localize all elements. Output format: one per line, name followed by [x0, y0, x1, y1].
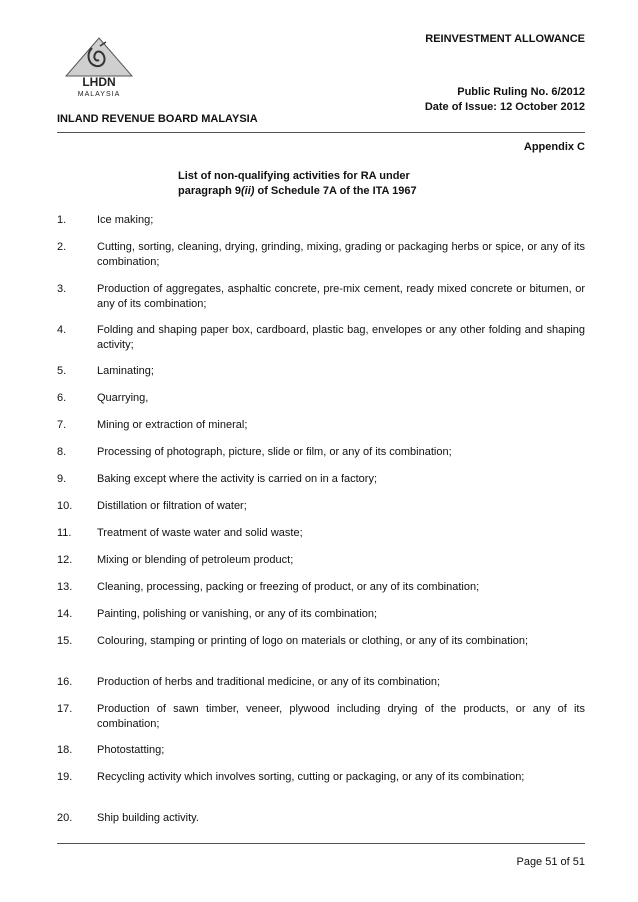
item-number: 20.	[57, 812, 73, 824]
list-title-line2	[178, 184, 417, 199]
item-number: 1.	[57, 214, 67, 226]
item-number: 17.	[57, 703, 73, 715]
item-text: Ice making;	[97, 214, 154, 226]
board-name: INLAND REVENUE BOARD MALAYSIA	[57, 113, 258, 125]
item-number: 8.	[57, 446, 67, 458]
item-number: 2.	[57, 241, 67, 253]
item-text: Recycling activity which involves sorting, cutting or packaging, or any of its combination;	[97, 771, 525, 783]
item-text: Ship building activity.	[97, 812, 199, 824]
list-title-post: of Schedule 7A of the ITA 1967	[254, 185, 417, 197]
item-text: Quarrying,	[97, 392, 149, 404]
header-divider	[57, 132, 585, 133]
item-text: Painting, polishing or vanishing, or any of its combination;	[97, 608, 378, 620]
item-text: Photostatting;	[97, 744, 165, 756]
item-text: Mixing or blending of petroleum product;	[97, 554, 294, 566]
lhdn-logo	[62, 36, 136, 98]
logo-main-text: LHDN	[82, 75, 116, 89]
item-number: 15.	[57, 635, 73, 647]
item-text: Production of sawn timber, veneer, plywood including drying of the products, or any of its combination;	[97, 703, 585, 730]
item-number: 6.	[57, 392, 67, 404]
item-text: Processing of photograph, picture, slide or film, or any of its combination;	[97, 446, 452, 458]
item-number: 13.	[57, 581, 73, 593]
item-text: Production of aggregates, asphaltic concrete, pre-mix cement, ready mixed concrete or bitumen, or any of its combination;	[97, 283, 585, 310]
item-number: 9.	[57, 473, 67, 485]
page-number: Page 51 of 51	[516, 856, 585, 868]
ruling-number: Public Ruling No. 6/2012	[457, 86, 585, 98]
item-text: Production of herbs and traditional medicine, or any of its combination;	[97, 676, 441, 688]
item-text: Distillation or filtration of water;	[97, 500, 247, 512]
item-number: 14.	[57, 608, 73, 620]
item-number: 16.	[57, 676, 73, 688]
item-number: 11.	[57, 527, 72, 539]
item-number: 18.	[57, 744, 73, 756]
list-title	[178, 169, 417, 199]
document-title: REINVESTMENT ALLOWANCE	[425, 33, 585, 45]
item-text: Laminating;	[97, 365, 154, 377]
item-text: Baking except where the activity is carried on in a factory;	[97, 473, 378, 485]
item-text: Cutting, sorting, cleaning, drying, grinding, mixing, grading or packaging herbs or spice, or any of its combination;	[97, 241, 585, 268]
item-number: 4.	[57, 324, 67, 336]
list-title-pre: paragraph 9	[178, 185, 241, 197]
issue-date: Date of Issue: 12 October 2012	[424, 101, 585, 113]
item-text: Treatment of waste water and solid waste;	[97, 527, 303, 539]
item-text: Cleaning, processing, packing or freezing of product, or any of its combination;	[97, 581, 480, 593]
item-number: 3.	[57, 283, 67, 295]
item-number: 5.	[57, 365, 67, 377]
item-number: 12.	[57, 554, 73, 566]
item-number: 19.	[57, 771, 73, 783]
appendix-label: Appendix C	[523, 141, 585, 153]
item-text: Colouring, stamping or printing of logo on materials or clothing, or any of its combination;	[97, 635, 529, 647]
item-number: 7.	[57, 419, 67, 431]
list-title-italic: (ii)	[240, 185, 255, 197]
list-title-line1: List of non-qualifying activities for RA under	[178, 170, 410, 182]
footer-divider	[57, 843, 585, 844]
item-number: 10.	[57, 500, 73, 512]
ruling-info	[425, 85, 585, 115]
item-text: Folding and shaping paper box, cardboard, plastic bag, envelopes or any other folding and shaping activity;	[97, 324, 585, 351]
logo-sub-text: MALAYSIA	[77, 91, 121, 98]
item-text: Mining or extraction of mineral;	[97, 419, 248, 431]
